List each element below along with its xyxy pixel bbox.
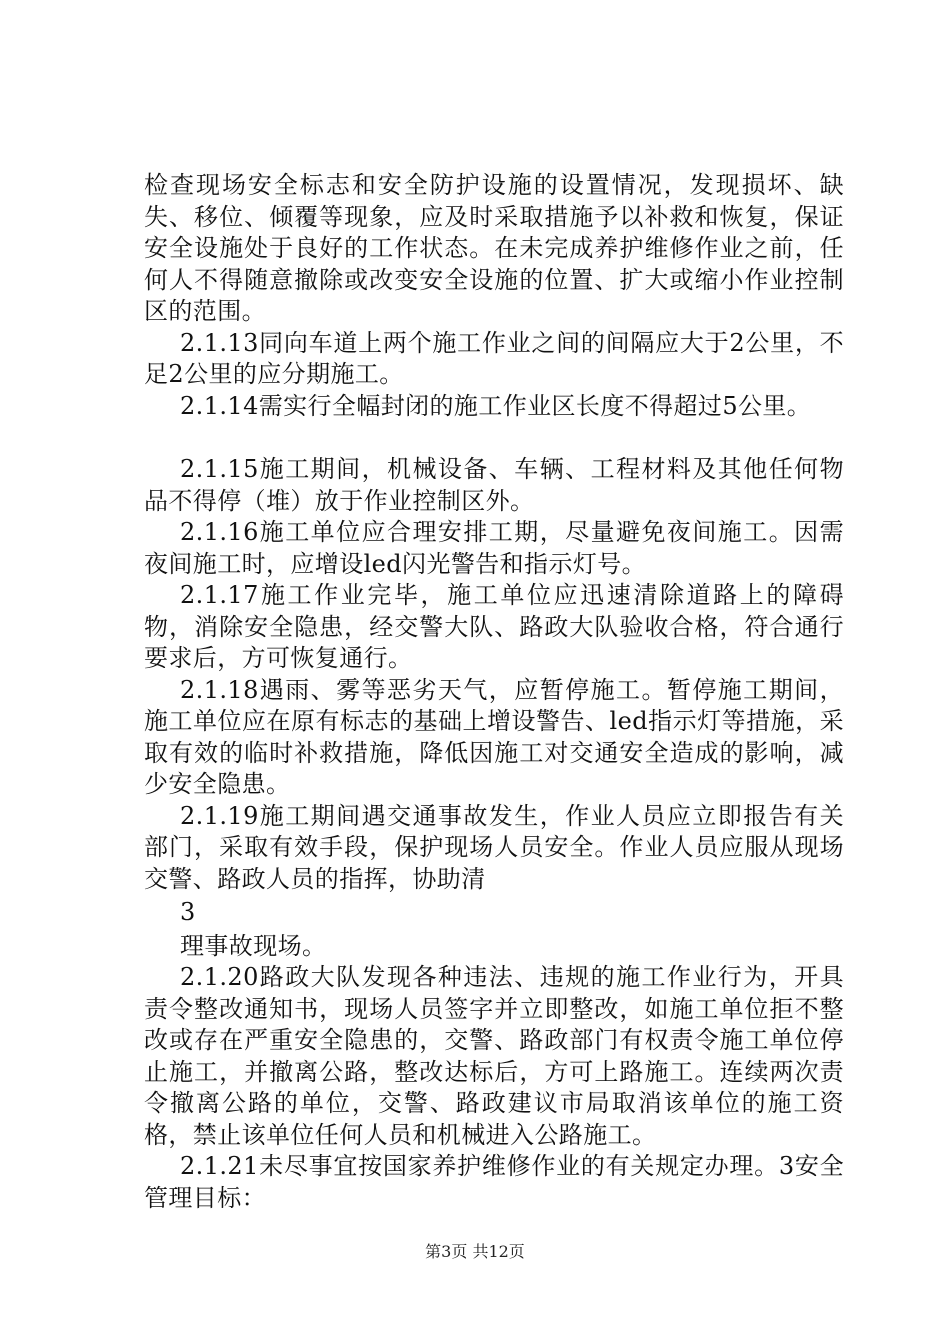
paragraph-continuation: 理事故现场。 xyxy=(180,931,327,960)
document-body xyxy=(144,170,844,1214)
paragraph-2-1-19: 2.1.19施工期间遇交通事故发生，作业人员应立即报告有关部门，采取有效手段，保护现场人员安全。作业人员应服从现场交警、路政人员的指挥，协助清 xyxy=(144,801,844,893)
paragraph-safety-inspection: 检查现场安全标志和安全防护设施的设置情况，发现损坏、缺失、移位、倾覆等现象，应及时采取措施予以补救和恢复，保证安全设施处于良好的工作状态。在未完成养护维修作业之前，任何人不得随意撤除或改变安全设施的位置、扩大或缩小作业控制区的范围。 xyxy=(144,171,844,325)
paragraph-2-1-21: 2.1.21未尽事宜按国家养护维修作业的有关规定办理。3安全管理目标： xyxy=(144,1152,844,1212)
paragraph-2-1-18: 2.1.18遇雨、雾等恶劣天气，应暂停施工。暂停施工期间，施工单位应在原有标志的基础上增设警告、led指示灯等措施，采取有效的临时补救措施，降低因施工对交通安全造成的影响，减少安全隐患。 xyxy=(144,675,844,798)
page-footer: 第3页 共12页 xyxy=(425,1242,525,1261)
paragraph-2-1-17: 2.1.17施工作业完毕，施工单位应迅速清除道路上的障碍物，消除安全隐患，经交警大队、路政大队验收合格，符合通行要求后，方可恢复通行。 xyxy=(144,581,844,672)
paragraph-2-1-14: 2.1.14需实行全幅封闭的施工作业区长度不得超过5公里。 xyxy=(180,391,812,420)
paragraph-2-1-16: 2.1.16施工单位应合理安排工期，尽量避免夜间施工。因需夜间施工时，应增设led闪光警告和指示灯号。 xyxy=(144,518,844,578)
inline-page-number: 3 xyxy=(180,898,196,926)
paragraph-2-1-20: 2.1.20路政大队发现各种违法、违规的施工作业行为，开具责令整改通知书，现场人员签字并立即整改，如施工单位拒不整改或存在严重安全隐患的，交警、路政部门有权责令施工单位停止施工，并撤离公路，整改达标后，方可上路施工。连续两次责令撤离公路的单位，交警、路政建议市局取消该单位的施工资格，禁止该单位任何人员和机械进入公路施工。 xyxy=(144,963,844,1149)
paragraph-2-1-15: 2.1.15施工期间，机械设备、车辆、工程材料及其他任何物品不得停（堆）放于作业控制区外。 xyxy=(144,455,844,515)
paragraph-2-1-13: 2.1.13同向车道上两个施工作业之间的间隔应大于2公里，不足2公里的应分期施工。 xyxy=(144,328,844,388)
